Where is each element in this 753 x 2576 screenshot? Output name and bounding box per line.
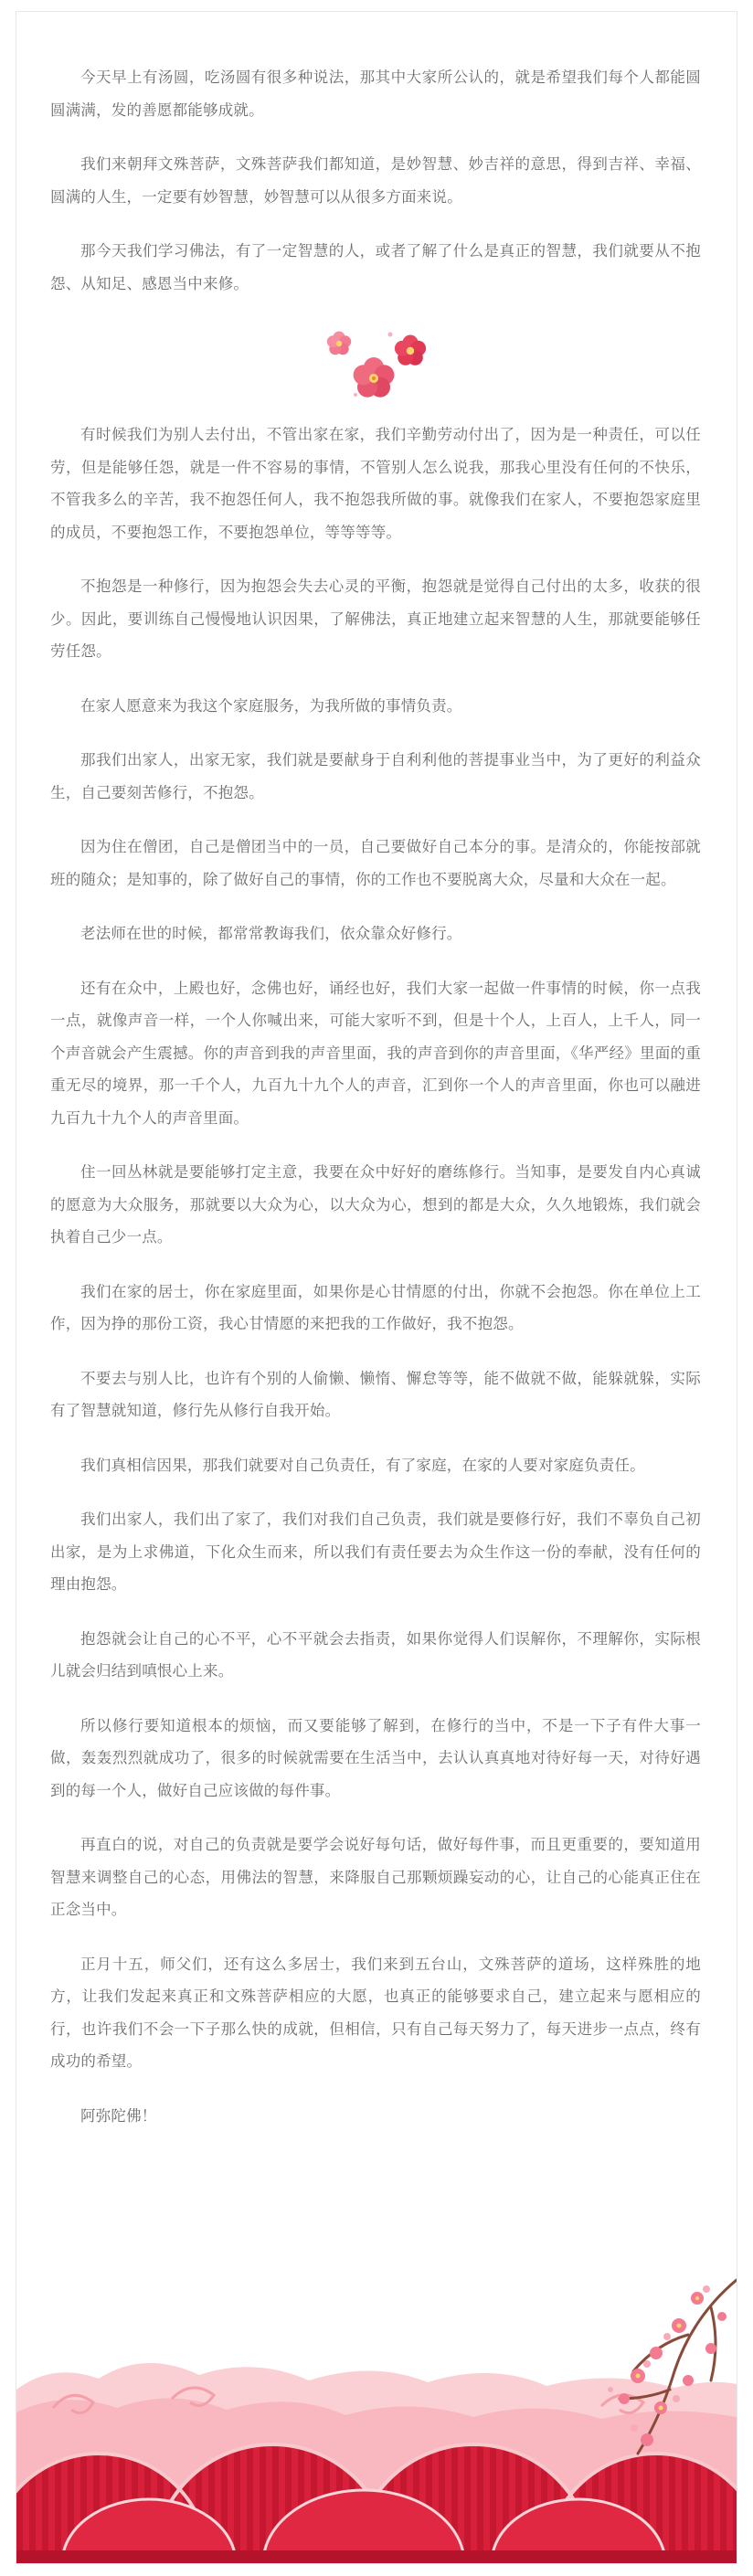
article-paragraph: 我们来朝拜文殊菩萨，文殊菩萨我们都知道，是妙智慧、妙吉祥的意思，得到吉祥、幸福、圆满的人生，一定要有妙智慧，妙智慧可以从很多方面来说。 bbox=[50, 155, 701, 206]
article-paragraph: 还有在众中，上殿也好，念佛也好，诵经也好，我们大家一起做一件事情的时候，你一点我一点，就像声音一样，一个人你喊出来，可能大家听不到，但是十个人，上百人，上千人，同一个声音就会产生震撼。你的声音到我的声音里面，我的声音到你的声音里面，《华严经》里面的重重无尽的境界，那一千个人，九百九十九个人的声音，汇到你一个人的声音里面，你也可以融进九百九十九个人的声音里面。 bbox=[50, 979, 701, 1127]
article-paragraph: 再直白的说，对自己的负责就是要学会说好每句话，做好每件事，而且更重要的，要知道用智慧来调整自己的心态，用佛法的智慧，来降服自己那颗烦躁妄动的心，让自己的心能真正住在正念当中。 bbox=[50, 1836, 701, 1918]
article-paragraph: 我们出家人，我们出了家了，我们对我们自己负责，我们就是要修行好，我们不辜负自己初出家，是为上求佛道，下化众生而来，所以我们有责任要去为众生作这一份的奉献，没有任何的理由抱怨。 bbox=[50, 1511, 701, 1593]
plum-blossom-icon bbox=[302, 322, 449, 406]
article-main bbox=[50, 419, 701, 2132]
article-paragraph: 老法师在世的时候，都常常教诲我们，依众靠众好修行。 bbox=[80, 925, 462, 942]
article-paragraph: 阿弥陀佛！ bbox=[80, 2106, 157, 2125]
article-paragraph: 不抱怨是一种修行，因为抱怨会失去心灵的平衡，抱怨就是觉得自己付出的太多，收获的很少。因此，要训练自己慢慢地认识因果，了解佛法，真正地建立起来智慧的人生，那就要能够任劳任怨。 bbox=[50, 578, 701, 660]
article-frame bbox=[16, 11, 737, 2564]
article-paragraph: 不要去与别人比，也许有个别的人偷懒、懒惰、懈怠等等，能不做就不做，能躲就躲，实际有了智慧就知道，修行先从修行自我开始。 bbox=[50, 1369, 701, 1419]
article-paragraph: 我们真相信因果，那我们就要对自己负责任，有了家庭，在家的人要对家庭负责任。 bbox=[80, 1456, 645, 1474]
article-paragraph: 那我们出家人，出家无家，我们就是要献身于自利利他的菩提事业当中，为了更好的利益众生，自己要刻苦修行，不抱怨。 bbox=[50, 751, 701, 801]
article-paragraph: 正月十五，师父们，还有这么多居士，我们来到五台山，文殊菩萨的道场，这样殊胜的地方，让我们发起来真正和文殊菩萨相应的大愿，也真正的能够要求自己，建立起来与愿相应的行，也许我们不会一下子那么快的成就，但相信，只有自己每天努力了，每天进步一点点，终有成功的希望。 bbox=[50, 1955, 701, 2070]
article-paragraph: 今天早上有汤圆，吃汤圆有很多种说法，那其中大家所公认的，就是希望我们每个人都能圆圆满满，发的善愿都能够成就。 bbox=[50, 69, 701, 119]
article-paragraph: 因为住在僧团，自己是僧团当中的一员，自己要做好自己本分的事。是清众的，你能按部就班的随众；是知事的，除了做好自己的事情，你的工作也不要脱离大众，尽量和大众在一起。 bbox=[50, 838, 701, 888]
article-paragraph: 那今天我们学习佛法，有了一定智慧的人，或者了解了什么是真正的智慧，我们就要从不抱怨、从知足、感恩当中来修。 bbox=[50, 242, 701, 292]
article-paragraph: 在家人愿意来为我这个家庭服务，为我所做的事情负责。 bbox=[80, 696, 462, 715]
article-paragraph: 所以修行要知道根本的烦恼，而又要能够了解到，在修行的当中，不是一下子有件大事一做，轰轰烈烈就成功了，很多的时候就需要在生活当中，去认认真真地对待好每一天，对待好遇到的每一个人，做好自己应该做的每件事。 bbox=[50, 1716, 701, 1799]
article-paragraph: 我们在家的居士，你在家庭里面，如果你是心甘情愿的付出，你就不会抱怨。你在单位上工作，因为挣的那份工资，我心甘情愿的来把我的工作做好，我不抱怨。 bbox=[50, 1282, 701, 1332]
article-paragraph: 抱怨就会让自己的心不平，心不平就会去指责，如果你觉得人们误解你，不理解你，实际根儿就会归结到嗔恨心上来。 bbox=[50, 1629, 701, 1680]
red-fan-plum-blossom-footer bbox=[16, 2262, 737, 2563]
article-intro bbox=[50, 61, 701, 300]
article-paragraph: 住一回丛林就是要能够打定主意，我要在众中好好的磨练修行。当知事，是要发自内心真诚的愿意为大众服务，那就要以大众为心，以大众为心，想到的都是大众，久久地锻炼，我们就会执着自己少一点。 bbox=[50, 1163, 701, 1246]
article-paragraph: 有时候我们为别人去付出，不管出家在家，我们辛勤劳动付出了，因为是一种责任，可以任劳，但是能够任怨，就是一件不容易的事情，不管别人怎么说我，那我心里没有任何的不快乐，不管我多么的辛苦，我不抱怨任何人，我不抱怨我所做的事。就像我们在家人，不要抱怨家庭里的成员，不要抱怨工作，不要抱怨单位，等等等等。 bbox=[50, 426, 701, 541]
article-body bbox=[50, 61, 701, 2154]
